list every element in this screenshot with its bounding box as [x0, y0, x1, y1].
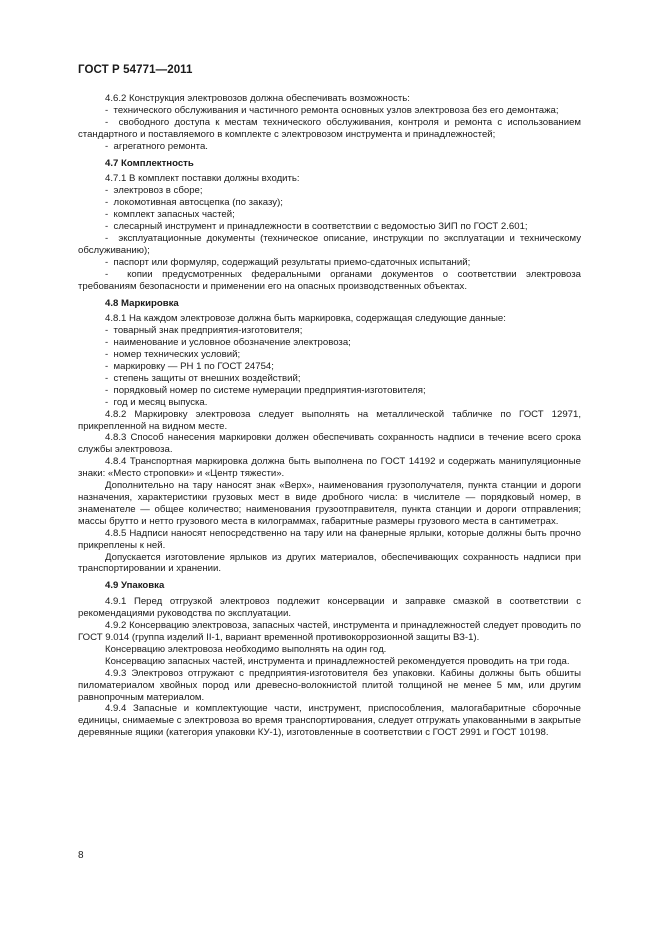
section-heading: 4.9 Упаковка	[105, 580, 165, 592]
list-item: - свободного доступа к местам технического обслуживания, контроля и ремонта с использованием стандартного и поставляемого в комплекте с электровозом инструмента и принадлежностей;	[78, 117, 581, 141]
paragraph: Дополнительно на тару наносят знак «Верх», наименования грузополучателя, пункта станции и дороги назначения, характеристики грузовых мест в виде дробного числа: в числителе — порядковый номер, в знаменателе — общее количество; наименования грузоотправителя, пункта станции и дороги отправления; массы брутто и нетто грузового места в килограммах, габаритные размеры грузового места в сантиметрах.	[78, 480, 581, 527]
list-item: - номер технических условий;	[78, 349, 581, 361]
list-item: - наименование и условное обозначение электровоза;	[78, 337, 581, 349]
paragraph: Допускается изготовление ярлыков из других материалов, обеспечивающих сохранность надписи при транспортировании и хранении.	[78, 551, 581, 575]
list-item: - паспорт или формуляр, содержащий результаты приемо-сдаточных испытаний;	[78, 257, 581, 269]
list-item: - агрегатного ремонта.	[78, 141, 581, 153]
list-item: - степень защиты от внешних воздействий;	[78, 373, 581, 385]
list-item: - электровоз в сборе;	[78, 185, 581, 197]
document-body	[78, 93, 581, 739]
paragraph: Консервацию запасных частей, инструмента и принадлежностей рекомендуется проводить на три года.	[105, 655, 570, 667]
paragraph: 4.8.1 На каждом электровозе должна быть маркировка, содержащая следующие данные:	[105, 313, 506, 325]
section-heading: 4.7 Комплектность	[105, 157, 194, 169]
list-item: - слесарный инструмент и принадлежности в соответствии с ведомостью ЗИП по ГОСТ 2.601;	[78, 221, 581, 233]
document-header: ГОСТ Р 54771—2011	[78, 64, 193, 76]
list-item: - копии предусмотренных федеральными органами документов о соответствии электровоза требованиям безопасности и применении его на опасных производственных объектах.	[78, 269, 581, 293]
paragraph: 4.9.2 Консервацию электровоза, запасных частей, инструмента и принадлежностей следует проводить по ГОСТ 9.014 (группа изделий II-1, вариант временной противокоррозионной защиты ВЗ-1).	[78, 620, 581, 643]
list-item: - год и месяц выпуска.	[78, 397, 581, 409]
list-item: - маркировку — РН 1 по ГОСТ 24754;	[78, 361, 581, 373]
section-heading: 4.8 Маркировка	[105, 297, 179, 309]
paragraph: 4.9.4 Запасные и комплектующие части, инструмент, приспособления, малогабаритные сборочные единицы, снимаемые с электровоза во время транспортирования, следует отгружать упакованными в закрытые деревянные ящики (категория упаковки КУ-1), изготовленные в соответствии с ГОСТ 2991 и ГОСТ 10198.	[78, 703, 581, 739]
list-item: - локомотивная автосцепка (по заказу);	[78, 197, 581, 209]
paragraph: 4.6.2 Конструкция электровозов должна обеспечивать возможность:	[105, 93, 410, 104]
paragraph: 4.8.4 Транспортная маркировка должна быть выполнена по ГОСТ 14192 и содержать манипуляционные знаки: «Место строповки» и «Центр тяжести».	[78, 456, 581, 480]
paragraph: 4.8.5 Надписи наносят непосредственно на тару или на фанерные ярлыки, которые должны быть прочно прикреплены к ней.	[78, 527, 581, 551]
list-item: - эксплуатационные документы (техническое описание, инструкции по эксплуатации и техническому обслуживанию);	[78, 233, 581, 257]
paragraph: 4.8.3 Способ нанесения маркировки должен обеспечивать сохранность надписи в течение всего срока службы электровоза.	[78, 432, 581, 456]
list-item: - товарный знак предприятия-изготовителя;	[78, 325, 581, 337]
list-item: - порядковый номер по системе нумерации предприятия-изготовителя;	[78, 385, 581, 397]
paragraph: Консервацию электровоза необходимо выполнять на один год.	[105, 643, 387, 655]
page-number: 8	[78, 850, 84, 861]
list-item: - технического обслуживания и частичного ремонта основных узлов электровоза без его демонтажа;	[78, 105, 581, 117]
paragraph: 4.9.1 Перед отгрузкой электровоз подлежит консервации и заправке смазкой в соответствии с рекомендациями руководства по эксплуатации.	[78, 596, 581, 620]
paragraph: 4.9.3 Электровоз отгружают с предприятия-изготовителя без упаковки. Кабины должны быть обшиты пиломатериалом хвойных пород или древесно-волокнистой плитой толщиной не менее 5 мм, или другим равнопрочным материалом.	[78, 667, 581, 703]
list-item: - комплект запасных частей;	[78, 209, 581, 221]
paragraph: 4.7.1 В комплект поставки должны входить:	[105, 173, 300, 185]
paragraph: 4.8.2 Маркировку электровоза следует выполнять на металлической табличке по ГОСТ 12971, прикрепленной на видном месте.	[78, 408, 581, 432]
